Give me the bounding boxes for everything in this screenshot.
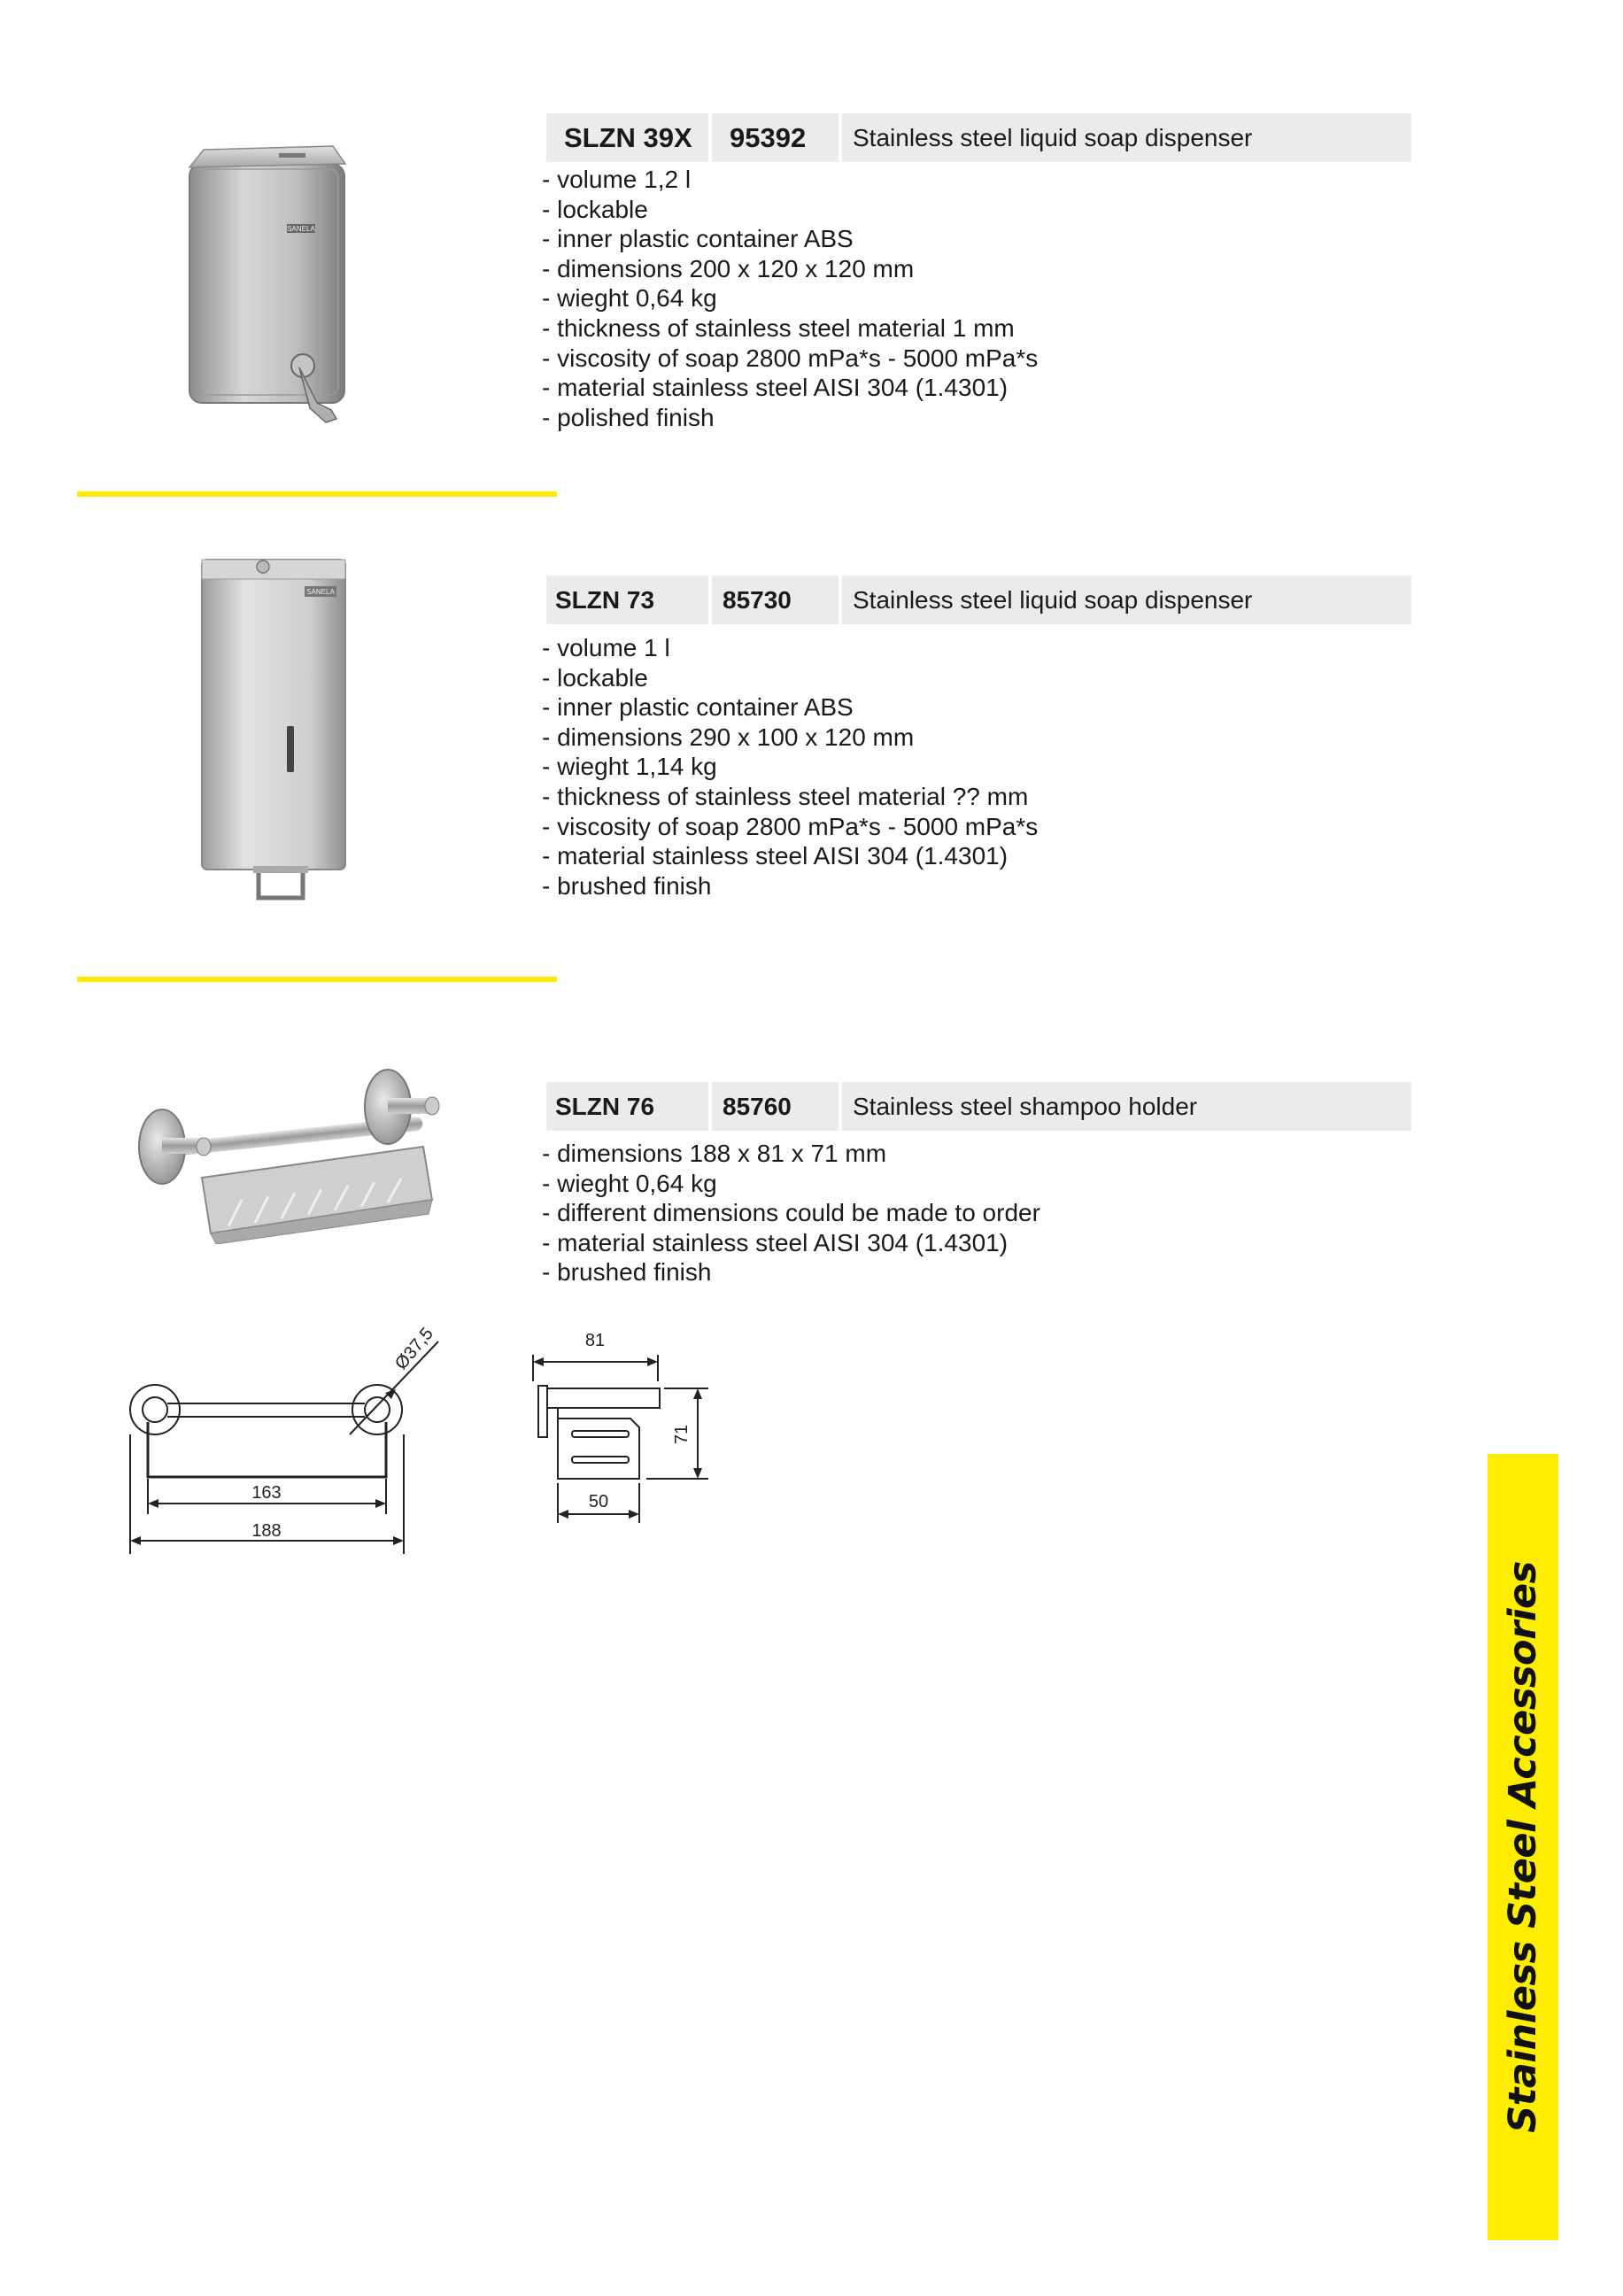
product-header-slzn76 <box>546 1082 1411 1131</box>
spec-item: - wieght 0,64 kg <box>542 1169 717 1197</box>
diameter-label: Ø37,5 <box>390 1324 437 1374</box>
spec-item: - volume 1,2 l <box>542 166 692 193</box>
spec-item: - wieght 1,14 kg <box>542 753 717 781</box>
spec-item: - different dimensions could be made to order <box>542 1199 1040 1227</box>
brand-label: SANELA <box>287 225 315 233</box>
spec-item: - lockable <box>542 195 648 223</box>
product-code: SLZN 73 <box>546 576 708 624</box>
spec-item: - inner plastic container ABS <box>542 693 854 722</box>
spec-item: - wieght 0,64 kg <box>542 284 717 313</box>
section-side-tab <box>1488 1454 1558 2240</box>
spec-item: - dimensions 200 x 120 x 120 mm <box>542 254 915 282</box>
product-number: 85760 <box>712 1082 839 1131</box>
spec-item: - material stainless steel AISI 304 (1.4301) <box>542 842 1009 870</box>
spec-item: - brushed finish <box>542 1258 712 1287</box>
product-header-slzn73 <box>546 576 1411 624</box>
section-divider <box>77 491 557 497</box>
product-description: Stainless steel shampoo holder <box>842 1082 1411 1131</box>
spec-item: - material stainless steel AISI 304 (1.4301) <box>542 374 1009 402</box>
outer-width-label: 188 <box>251 1521 282 1541</box>
basket-depth-label: 50 <box>588 1492 609 1511</box>
depth-label: 81 <box>584 1331 606 1350</box>
product-number: 85730 <box>712 576 839 624</box>
spec-item: - polished finish <box>542 403 715 431</box>
side-tab-label: Stainless Steel Accessories <box>1501 1561 1545 2133</box>
spec-list-slzn39x <box>542 165 1038 432</box>
soap-dispenser-square-icon <box>177 137 372 438</box>
product-code: SLZN 39X <box>546 113 708 162</box>
inner-width-label: 163 <box>251 1483 282 1503</box>
spec-item: - dimensions 188 x 81 x 71 mm <box>542 1140 887 1167</box>
section-divider <box>77 977 557 982</box>
spec-item: - viscosity of soap 2800 mPa*s - 5000 mPa*s <box>542 344 1039 372</box>
spec-item: - volume 1 l <box>542 634 670 661</box>
height-label: 71 <box>672 1424 692 1445</box>
product-header-slzn39x <box>546 113 1411 162</box>
spec-list-slzn73 <box>542 633 1038 901</box>
technical-drawing-front <box>115 1319 452 1576</box>
spec-item: - brushed finish <box>542 871 712 900</box>
spec-item: - material stainless steel AISI 304 (1.4301) <box>542 1228 1009 1256</box>
spec-item: - thickness of stainless steel material 1 mm <box>542 313 1015 342</box>
soap-dispenser-tall-icon <box>195 551 354 909</box>
spec-item: - viscosity of soap 2800 mPa*s - 5000 mPa*s <box>542 812 1039 840</box>
product-number: 95392 <box>712 113 839 162</box>
svg-text:SANELA: SANELA <box>306 588 335 596</box>
spec-item: - lockable <box>542 663 648 692</box>
spec-item: - inner plastic container ABS <box>542 225 854 253</box>
spec-list-slzn76 <box>542 1139 1040 1287</box>
spec-item: - thickness of stainless steel material ?? mm <box>542 782 1029 810</box>
product-description: Stainless steel liquid soap dispenser <box>842 113 1411 162</box>
spec-item: - dimensions 290 x 100 x 120 mm <box>542 723 915 751</box>
shampoo-holder-icon <box>131 1058 476 1244</box>
product-description: Stainless steel liquid soap dispenser <box>842 576 1411 624</box>
technical-drawing-side <box>522 1319 726 1541</box>
product-code: SLZN 76 <box>546 1082 708 1131</box>
